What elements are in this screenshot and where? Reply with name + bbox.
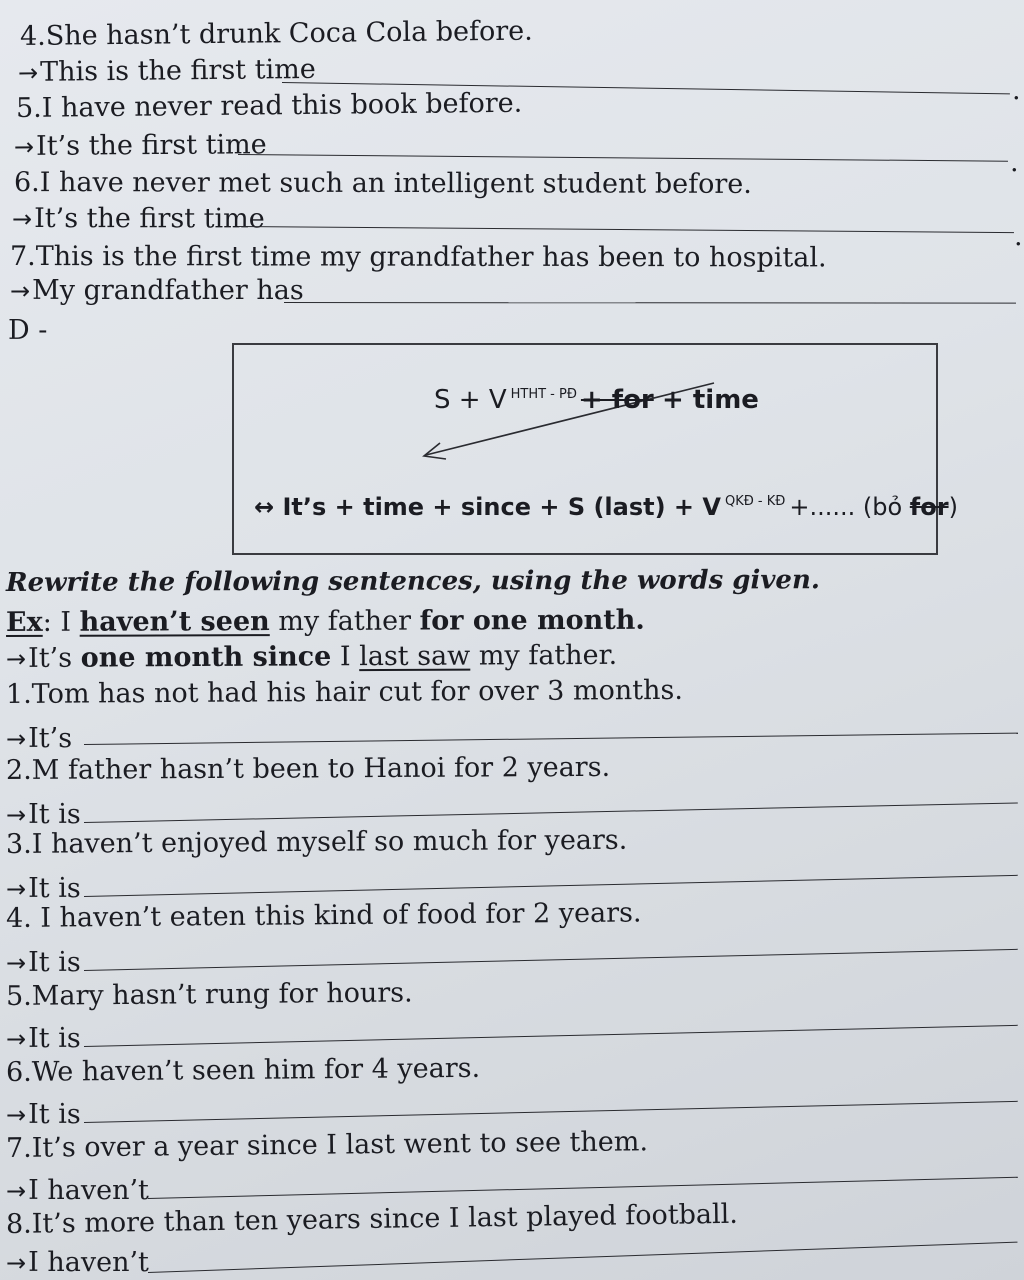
question-c7: 7.This is the first time my grandfather has been to hospital.: [9, 241, 827, 274]
prompt-d2: →It is: [6, 799, 81, 830]
question-d6: 6.We haven’t seen him for 4 years.: [5, 1052, 481, 1088]
answer-line-d4[interactable]: [84, 949, 1018, 971]
prompt-c7: →My grandfather has: [10, 275, 304, 306]
answer-line-c7[interactable]: [284, 302, 1016, 304]
question-d1: 1.Tom has not had his hair cut for over 3 months.: [5, 674, 683, 710]
arrow-icon: →: [6, 949, 27, 977]
arrow-icon: →: [6, 801, 27, 829]
arrow-icon: →: [10, 277, 31, 305]
answer-line-d2[interactable]: [84, 802, 1018, 823]
question-d2: 2.M father hasn’t been to Hanoi for 2 years.: [5, 751, 611, 786]
formula-arrow-icon: [234, 345, 940, 557]
question-d8: 8.It’s more than ten years since I last played football.: [5, 1198, 739, 1240]
example-answer: →It’s one month since I last saw my father.: [5, 639, 618, 674]
question-d7: 7.It’s over a year since I last went to see them.: [5, 1126, 649, 1164]
arrow-icon: →: [6, 1025, 27, 1053]
question-d4: 4. I haven’t eaten this kind of food for 2 years.: [5, 897, 642, 934]
prompt-d8: →I haven’t: [6, 1247, 149, 1278]
arrow-icon: →: [6, 1101, 27, 1129]
prompt-d4: →It is: [6, 947, 81, 978]
arrow-icon: →: [13, 132, 35, 161]
prompt-d1: →It’s: [6, 723, 73, 754]
prompt-d6: →It is: [6, 1099, 81, 1130]
arrow-icon: →: [11, 205, 33, 234]
question-c6: 6.I have never met such an intelligent student before.: [13, 167, 752, 200]
prompt-c4: →This is the first time: [17, 53, 316, 88]
arrow-icon: →: [6, 875, 27, 903]
instruction-heading: Rewrite the following sentences, using the words given.: [5, 565, 820, 598]
arrow-icon: →: [6, 1249, 27, 1277]
section-d-label: D -: [8, 315, 48, 346]
answer-line-c5[interactable]: [238, 154, 1008, 162]
end-mark-c6: .: [1014, 221, 1023, 252]
answer-line-d8[interactable]: [148, 1242, 1018, 1273]
answer-line-c6[interactable]: [238, 226, 1014, 233]
formula-box: [232, 343, 958, 555]
question-d5: 5.Mary hasn’t rung for hours.: [5, 977, 413, 1012]
prompt-c6: →It’s the first time: [11, 203, 265, 235]
answer-line-d1[interactable]: [84, 733, 1018, 745]
answer-line-d3[interactable]: [84, 875, 1018, 897]
arrow-icon: →: [5, 644, 27, 673]
question-c5: 5.I have never read this book before.: [15, 87, 523, 124]
answer-line-d5[interactable]: [84, 1025, 1018, 1047]
formula-line-2: ↔ It’s + time + since + S (last) + V $^{QKĐ - KĐ}$ +...... (bỏ for): [254, 493, 958, 521]
answer-line-d6[interactable]: [84, 1101, 1018, 1123]
arrow-icon: →: [17, 58, 39, 87]
end-mark-c5: .: [1010, 147, 1019, 178]
question-d3: 3.I haven’t enjoyed myself so much for years.: [5, 824, 628, 860]
prompt-d3: →It is: [6, 873, 81, 904]
formula-line-1: S + V $^{HTHT - PĐ}$ + for + time: [434, 385, 759, 415]
prompt-d7: →I haven’t: [6, 1175, 149, 1206]
prompt-d5: →It is: [6, 1023, 81, 1054]
prompt-c5: →It’s the first time: [13, 129, 267, 162]
arrow-icon: →: [6, 725, 27, 753]
example-sentence: Ex: I haven’t seen my father for one month.: [5, 604, 645, 638]
answer-line-d7[interactable]: [148, 1177, 1018, 1199]
end-mark-c4: .: [1012, 75, 1021, 106]
arrow-icon: →: [6, 1177, 27, 1205]
question-c4: 4.She hasn’t drunk Coca Cola before.: [19, 15, 533, 52]
